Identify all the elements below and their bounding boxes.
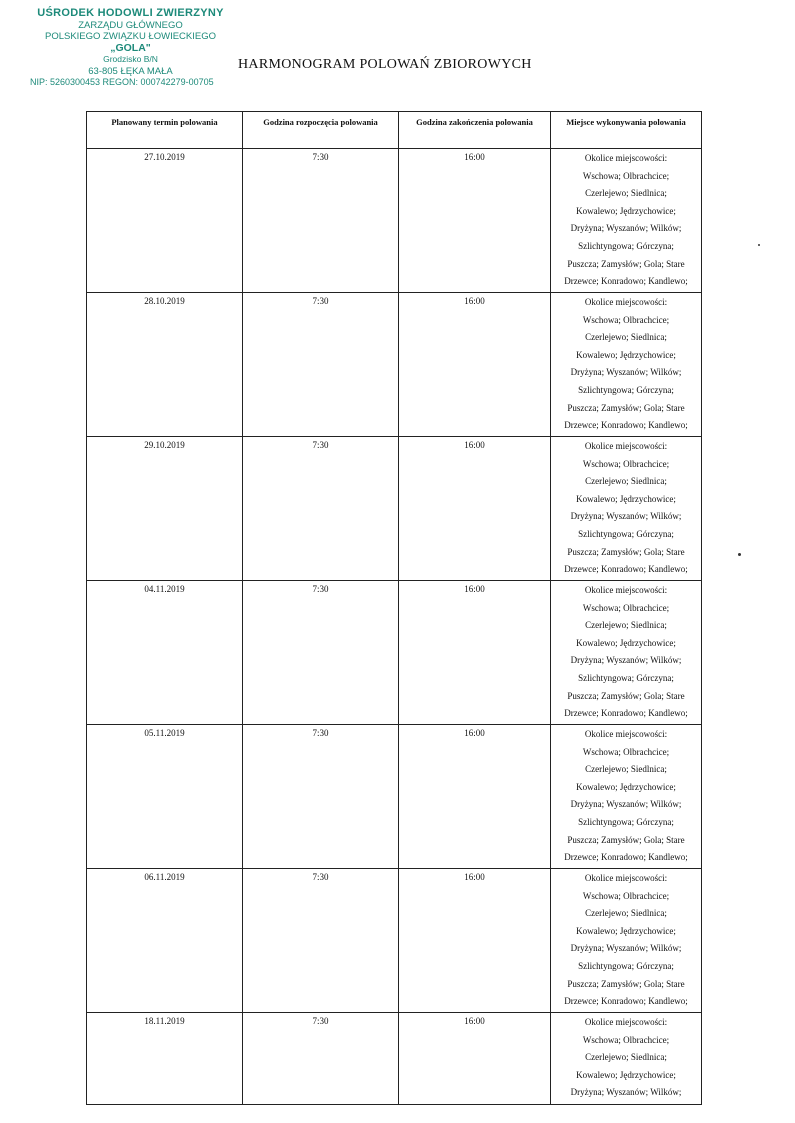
location-line: Kowalewo; Jędrzychowice; — [576, 637, 676, 648]
start-time-cell: 7:30 — [243, 1013, 399, 1105]
document-title: HARMONOGRAM POLOWAŃ ZBIOROWYCH — [238, 57, 532, 72]
location-line: Czerlejewo; Siedlnica; — [585, 908, 667, 919]
start-time-cell: 7:30 — [243, 725, 399, 869]
location-line: Puszcza; Zamysłów; Gola; Stare — [567, 546, 685, 557]
location-line: Kowalewo; Jędrzychowice; — [576, 781, 676, 792]
location-line: Drzewce; Konradowo; Kandlewo; — [564, 420, 688, 431]
start-time-cell: 7:30 — [243, 149, 399, 293]
column-header-place: Miejsce wykonywania polowania — [551, 112, 702, 149]
start-time-cell: 7:30 — [243, 581, 399, 725]
location-line: Wschowa; Olbrachcice; — [582, 602, 670, 613]
stamp-line: ZARZĄDU GŁÓWNEGO — [78, 19, 183, 31]
end-time-cell: 16:00 — [399, 725, 551, 869]
location-line: Okolice miejscowości: — [584, 297, 668, 307]
end-time-cell: 16:00 — [399, 581, 551, 725]
stamp-line: „GOLA" — [110, 41, 151, 54]
location-line: Kowalewo; Jędrzychowice; — [576, 1069, 676, 1080]
table-row — [87, 293, 702, 437]
hunt-date-cell: 05.11.2019 — [87, 725, 243, 869]
location-line: Dryżyna; Wyszanów; Wilków; — [570, 511, 682, 522]
hunt-location-cell — [551, 869, 702, 1013]
table-row — [87, 149, 702, 293]
stamp-line: POLSKIEGO ZWIĄZKU ŁOWIECKIEGO — [44, 31, 217, 42]
organization-stamp — [28, 8, 233, 89]
location-line: Czerlejewo; Siedlnica; — [585, 188, 667, 199]
location-line: Dryżyna; Wyszanów; Wilków; — [570, 943, 682, 954]
hunt-date-cell: 06.11.2019 — [87, 869, 243, 1013]
end-time-cell: 16:00 — [399, 869, 551, 1013]
table-row — [87, 1013, 702, 1105]
column-header-start: Godzina rozpoczęcia polowania — [243, 112, 399, 149]
hunt-schedule-table — [86, 111, 702, 1105]
location-line: Wschowa; Olbrachcice; — [582, 314, 670, 325]
table-header-row — [87, 112, 702, 149]
location-line: Szlichtyngowa; Górczyna; — [578, 240, 674, 251]
hunt-date-cell: 04.11.2019 — [87, 581, 243, 725]
start-time-cell: 7:30 — [243, 293, 399, 437]
location-line: Dryżyna; Wyszanów; Wilków; — [570, 1087, 682, 1098]
hunt-date-cell: 27.10.2019 — [87, 149, 243, 293]
location-line: Wschowa; Olbrachcice; — [582, 170, 670, 181]
location-line: Czerlejewo; Siedlnica; — [585, 476, 667, 487]
location-line: Okolice miejscowości: — [584, 585, 668, 595]
location-line: Czerlejewo; Siedlnica; — [585, 332, 667, 343]
hunt-location-cell — [551, 725, 702, 869]
stamp-line: NIP: 5260300453 REGON: 000742279-00705 — [30, 77, 214, 87]
location-line: Okolice miejscowości: — [584, 441, 668, 451]
start-time-cell: 7:30 — [243, 437, 399, 581]
stamp-line: Grodzisko B/N — [103, 54, 158, 64]
stamp-line: UŚRODEK HODOWLI ZWIERZYNY — [37, 7, 224, 19]
location-line: Drzewce; Konradowo; Kandlewo; — [564, 564, 688, 575]
scan-speck — [738, 553, 741, 556]
location-line: Wschowa; Olbrachcice; — [582, 458, 670, 469]
location-line: Kowalewo; Jędrzychowice; — [576, 925, 676, 936]
location-line: Szlichtyngowa; Górczyna; — [578, 528, 674, 539]
location-line: Puszcza; Zamysłów; Gola; Stare — [567, 402, 685, 413]
location-line: Czerlejewo; Siedlnica; — [585, 764, 667, 775]
hunt-location-cell — [551, 437, 702, 581]
hunt-location-cell — [551, 149, 702, 293]
table-row — [87, 725, 702, 869]
hunt-location-cell — [551, 1013, 702, 1105]
location-line: Szlichtyngowa; Górczyna; — [578, 816, 674, 827]
location-line: Kowalewo; Jędrzychowice; — [576, 349, 676, 360]
location-line: Okolice miejscowości: — [584, 1017, 668, 1027]
table-row — [87, 581, 702, 725]
location-line: Okolice miejscowości: — [584, 153, 668, 163]
hunt-date-cell: 29.10.2019 — [87, 437, 243, 581]
location-line: Kowalewo; Jędrzychowice; — [576, 493, 676, 504]
location-line: Szlichtyngowa; Górczyna; — [578, 384, 674, 395]
location-line: Wschowa; Olbrachcice; — [582, 890, 670, 901]
start-time-cell: 7:30 — [243, 869, 399, 1013]
scan-speck — [758, 244, 760, 246]
location-line: Wschowa; Olbrachcice; — [582, 746, 670, 757]
location-line: Drzewce; Konradowo; Kandlewo; — [564, 708, 688, 719]
location-line: Okolice miejscowości: — [584, 873, 668, 883]
location-line: Drzewce; Konradowo; Kandlewo; — [564, 852, 688, 863]
table-row — [87, 437, 702, 581]
hunt-date-cell: 28.10.2019 — [87, 293, 243, 437]
location-line: Okolice miejscowości: — [584, 729, 668, 739]
location-line: Czerlejewo; Siedlnica; — [585, 620, 667, 631]
hunt-location-cell — [551, 581, 702, 725]
location-line: Dryżyna; Wyszanów; Wilków; — [570, 799, 682, 810]
stamp-line: 63-805 ŁĘKA MAŁA — [88, 65, 173, 77]
location-line: Puszcza; Zamysłów; Gola; Stare — [567, 978, 685, 989]
column-header-date: Planowany termin polowania — [87, 112, 243, 149]
table-row — [87, 869, 702, 1013]
location-line: Szlichtyngowa; Górczyna; — [578, 672, 674, 683]
location-line: Dryżyna; Wyszanów; Wilków; — [570, 223, 682, 234]
end-time-cell: 16:00 — [399, 437, 551, 581]
column-header-end: Godzina zakończenia polowania — [399, 112, 551, 149]
location-line: Drzewce; Konradowo; Kandlewo; — [564, 996, 688, 1007]
location-line: Dryżyna; Wyszanów; Wilków; — [570, 367, 682, 378]
end-time-cell: 16:00 — [399, 149, 551, 293]
location-line: Puszcza; Zamysłów; Gola; Stare — [567, 834, 685, 845]
location-line: Puszcza; Zamysłów; Gola; Stare — [567, 690, 685, 701]
location-line: Wschowa; Olbrachcice; — [582, 1034, 670, 1045]
end-time-cell: 16:00 — [399, 293, 551, 437]
hunt-date-cell: 18.11.2019 — [87, 1013, 243, 1105]
location-line: Drzewce; Konradowo; Kandlewo; — [564, 276, 688, 287]
location-line: Szlichtyngowa; Górczyna; — [578, 960, 674, 971]
hunt-location-cell — [551, 293, 702, 437]
location-line: Dryżyna; Wyszanów; Wilków; — [570, 655, 682, 666]
location-line: Kowalewo; Jędrzychowice; — [576, 205, 676, 216]
location-line: Puszcza; Zamysłów; Gola; Stare — [567, 258, 685, 269]
location-line: Czerlejewo; Siedlnica; — [585, 1052, 667, 1063]
end-time-cell: 16:00 — [399, 1013, 551, 1105]
